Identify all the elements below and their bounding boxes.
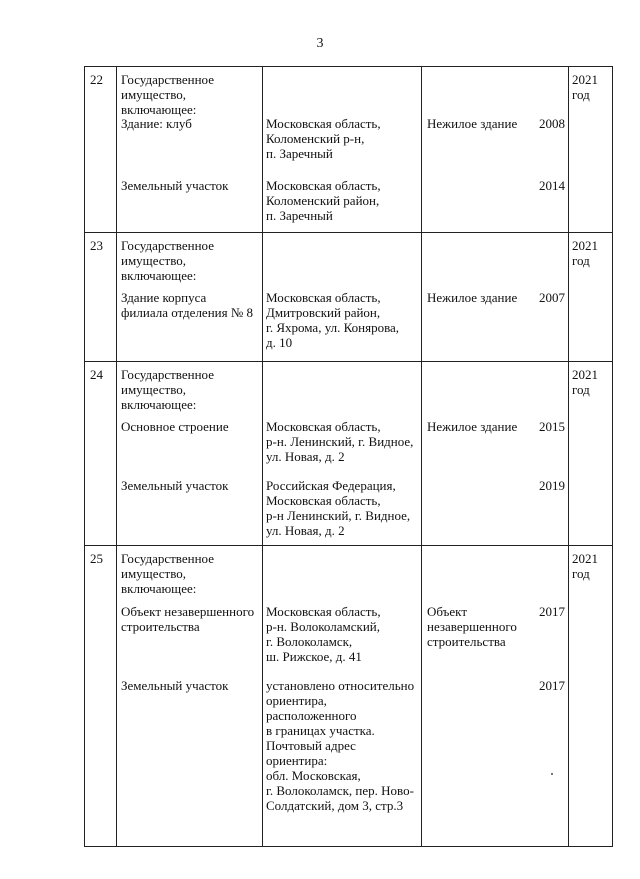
item-address: установлено относительно ориентира, расположенного в границах участка. Почтовый адрес ориентира: обл. Московская, г. Волоколамск, пер. Ново- Солдатский, дом 3, стр.3: [266, 678, 415, 813]
item-year: 2015: [539, 419, 565, 434]
column-border: [568, 66, 569, 846]
item-address: Московская область, Коломенский район, п. Заречный: [266, 178, 381, 223]
row-number: 25: [90, 551, 103, 566]
year-end: 2021 год: [572, 367, 598, 397]
property-heading: Государственное имущество, включающее:: [121, 367, 214, 412]
item-type: Нежилое здание: [427, 419, 518, 434]
item-name: Здание корпуса филиала отделения № 8: [121, 290, 253, 320]
row-border-top: [84, 545, 613, 546]
table-bottom-border: [84, 846, 613, 847]
column-border: [84, 66, 85, 846]
year-end: 2021 год: [572, 238, 598, 268]
item-type: Нежилое здание: [427, 116, 518, 131]
item-year: 2017: [539, 604, 565, 619]
property-heading: Государственное имущество, включающее:: [121, 238, 214, 283]
item-address: Московская область, р-н. Ленинский, г. Видное, ул. Новая, д. 2: [266, 419, 414, 464]
column-border: [262, 66, 263, 846]
item-name: Земельный участок: [121, 678, 229, 693]
item-type: Нежилое здание: [427, 290, 518, 305]
item-name: Земельный участок: [121, 478, 229, 493]
column-border: [116, 66, 117, 846]
item-type: Объект незавершенного строительства: [427, 604, 517, 649]
item-year: 2014: [539, 178, 565, 193]
item-year: 2019: [539, 478, 565, 493]
item-address: Московская область, Коломенский р-н, п. Заречный: [266, 116, 381, 161]
property-heading: Государственное имущество, включающее:: [121, 551, 214, 596]
year-end: 2021 год: [572, 72, 598, 102]
property-heading: Государственное имущество, включающее:: [121, 72, 214, 117]
item-year: 2007: [539, 290, 565, 305]
row-number: 22: [90, 72, 103, 87]
year-end: 2021 год: [572, 551, 598, 581]
row-number: 23: [90, 238, 103, 253]
item-address: Московская область, Дмитровский район, г. Яхрома, ул. Конярова, д. 10: [266, 290, 400, 350]
page-number: 3: [316, 36, 324, 51]
row-number: 24: [90, 367, 103, 382]
item-name: Объект незавершенного строительства: [121, 604, 255, 634]
item-address: Российская Федерация, Московская область, р-н Ленинский, г. Видное, ул. Новая, д. 2: [266, 478, 411, 538]
row-border-top: [84, 361, 613, 362]
item-year: 2008: [539, 116, 565, 131]
scan-speck: [551, 773, 553, 775]
column-border: [612, 66, 613, 846]
item-name: Земельный участок: [121, 178, 229, 193]
row-border-top: [84, 66, 613, 67]
item-year: 2017: [539, 678, 565, 693]
item-address: Московская область, р-н. Волоколамский, г. Волоколамск, ш. Рижское, д. 41: [266, 604, 381, 664]
item-name: Здание: клуб: [121, 116, 192, 131]
column-border: [421, 66, 422, 846]
item-name: Основное строение: [121, 419, 229, 434]
row-border-top: [84, 232, 613, 233]
